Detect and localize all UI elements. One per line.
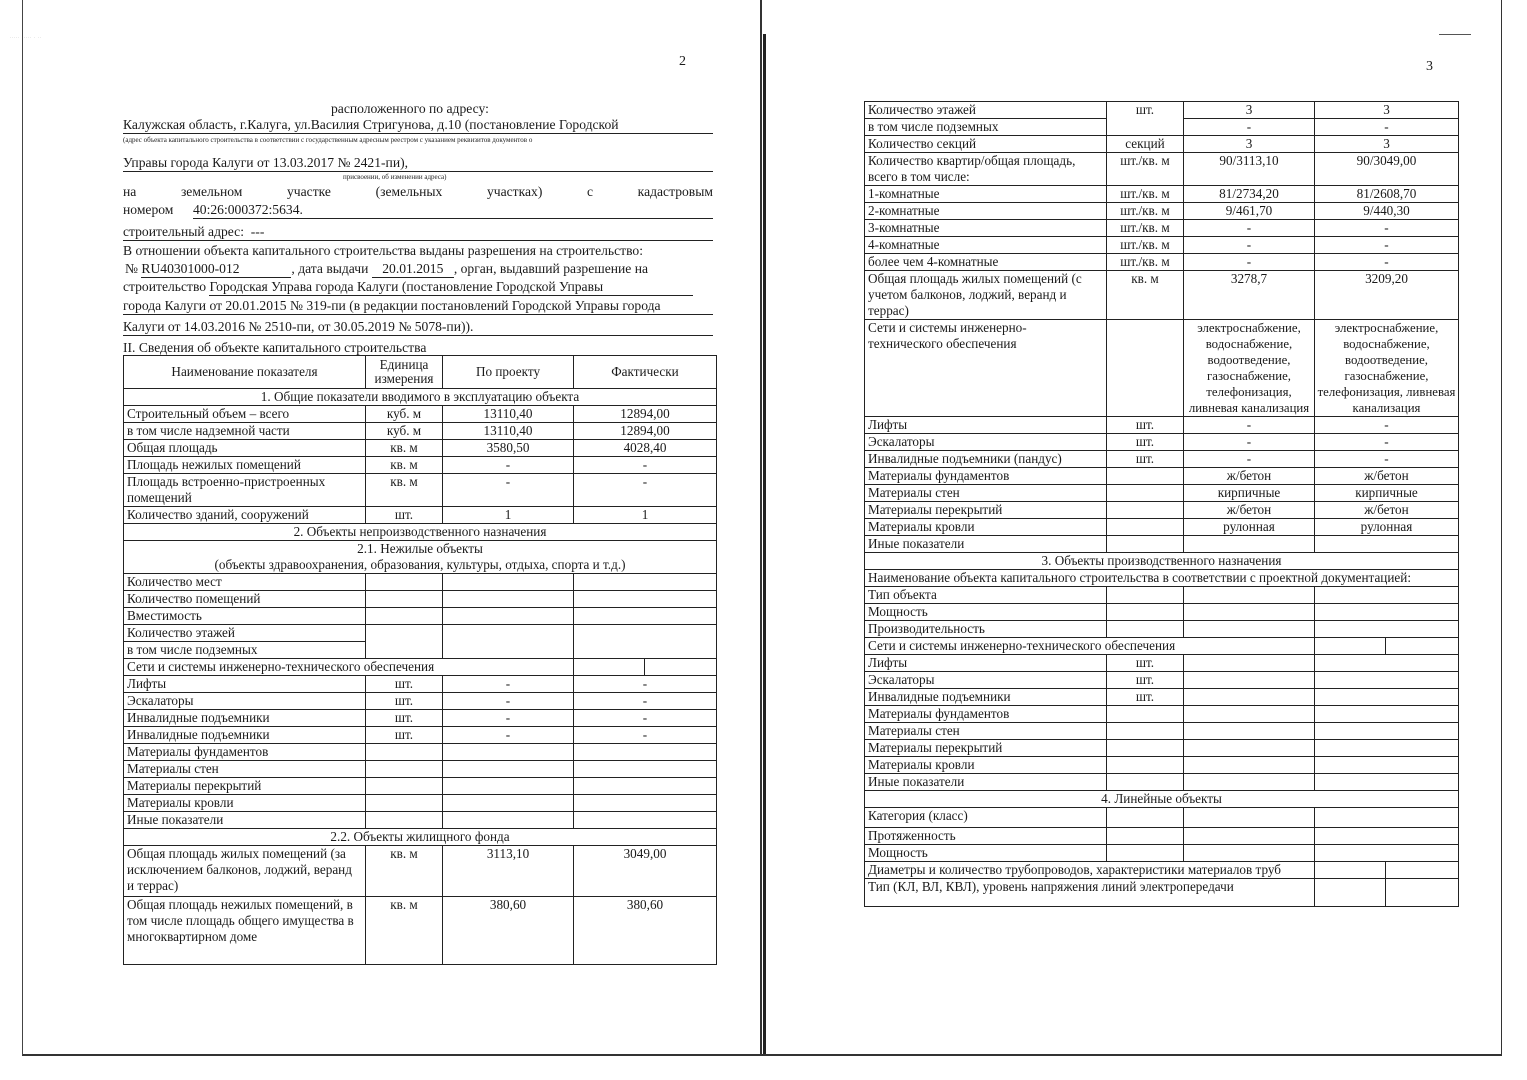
table-row: Материалы перекрытий — [865, 740, 1459, 757]
table-row: Количество помещений — [124, 591, 717, 608]
scan-mark — [1439, 34, 1471, 35]
table-row: Эскалаторы шт. - - — [865, 434, 1459, 451]
object-info-table-continued — [864, 101, 1459, 907]
table-row: Количество мест — [124, 574, 717, 591]
table-row: Тип объекта — [865, 587, 1459, 604]
table-header-row — [124, 356, 717, 389]
table-row: Тип (КЛ, ВЛ, КВЛ), уровень напряжения линий электропередачи — [865, 879, 1459, 907]
table-row: Площадь нежилых помещений кв. м - - — [124, 457, 717, 474]
table-row: Количество этажей шт. 3 3 — [865, 102, 1459, 119]
construction-address-line: строительный адрес: --- — [123, 224, 713, 241]
land-plot-line: на земельном участке (земельных участках) с кадастровым — [123, 184, 713, 199]
table-row: Строительный объем – всего куб. м 13110,40 12894,00 — [124, 406, 717, 423]
table-row: Материалы перекрытий — [124, 778, 717, 795]
table-row: Лифты шт. - - — [124, 676, 717, 693]
table-row: Иные показатели — [865, 536, 1459, 553]
table-row: Количество квартир/общая площадь, всего в том числе: шт./кв. м 90/3113,10 90/3049,00 — [865, 153, 1459, 186]
section-1-heading: 1. Общие показатели вводимого в эксплуатацию объекта — [124, 389, 717, 406]
header-unit: Единица измерения — [366, 356, 443, 389]
table-row: Материалы стен — [124, 761, 717, 778]
address-line-2: Управы города Калуги от 13.03.2017 № 2421-пи), — [123, 155, 713, 172]
header-actual: Фактически — [574, 356, 717, 389]
table-row: Эскалаторы шт. — [865, 672, 1459, 689]
cadastral-label: номером — [123, 202, 174, 217]
permit-date: 20.01.2015 — [372, 261, 454, 278]
table-row: более чем 4-комнатные шт./кв. м - - — [865, 254, 1459, 271]
table-row: Материалы перекрытий ж/бетон ж/бетон — [865, 502, 1459, 519]
table-row: Инвалидные подъемники шт. - - — [124, 727, 717, 744]
address-caption-2: присвоении, об изменении адреса) — [343, 173, 447, 181]
header-project: По проекту — [443, 356, 574, 389]
permit-number: RU40301000-012 — [141, 261, 291, 278]
table-row: в том числе надземной части куб. м 13110,40 12894,00 — [124, 423, 717, 440]
table-row: Количество зданий, сооружений шт. 1 1 — [124, 507, 717, 524]
table-row: Сети и системы инженерно-технического обеспечения — [865, 638, 1459, 655]
section-2-heading: 2. Объекты непроизводственного назначения — [124, 524, 717, 541]
section-title: II. Сведения об объекте капитального строительства — [123, 340, 427, 355]
table-row: Материалы стен — [865, 723, 1459, 740]
table-row: Вместимость — [124, 608, 717, 625]
table-row: Материалы фундаментов ж/бетон ж/бетон — [865, 468, 1459, 485]
table-row: Количество секций секций 3 3 — [865, 136, 1459, 153]
table-row: 4-комнатные шт./кв. м - - — [865, 237, 1459, 254]
table-row: Эскалаторы шт. - - — [124, 693, 717, 710]
table-row: Материалы фундаментов — [865, 706, 1459, 723]
address-line-1: Калужская область, г.Калуга, ул.Василия Стригунова, д.10 (постановление Городской — [123, 117, 713, 134]
permit-issuer-line-2: города Калуги от 20.01.2015 № 319-пи (в редакции постановлений Городской Управы города — [123, 298, 713, 315]
table-row: 3-комнатные шт./кв. м - - — [865, 220, 1459, 237]
table-row: Общая площадь жилых помещений (за исключением балконов, лоджий, веранд и террас) кв. м 3113,10 3049,00 — [124, 846, 717, 897]
table-row: Материалы кровли — [865, 757, 1459, 774]
table-row: в том числе подземных — [124, 642, 717, 659]
table-row: Мощность — [865, 604, 1459, 621]
table-row: Производительность — [865, 621, 1459, 638]
permit-line: № RU40301000-012 , дата выдачи 20.01.2015 , орган, выдавший разрешение на — [125, 261, 649, 276]
table-row: Сети и системы инженерно-технического обеспечения электроснабжение, водоснабжение, водоотведение, газоснабжение, телефонизация, ливневая канализация электроснабжение, водоснабжение, водоотведение, газоснабжение, телефонизация, ливневая канализация — [865, 320, 1459, 417]
permit-issuer-line-1: строительство Городская Управа города Калуги (постановление Городской Управы — [123, 279, 693, 296]
page-number: 2 — [679, 54, 686, 69]
permit-intro: В отношении объекта капитального строительства выданы разрешения на строительство: — [123, 243, 643, 258]
page-number: 3 — [1426, 59, 1433, 74]
table-row: Мощность — [865, 845, 1459, 862]
table-row: Инвалидные подъемники шт. - - — [124, 710, 717, 727]
section-3-heading: 3. Объекты производственного назначения — [865, 553, 1459, 570]
table-row: Иные показатели — [124, 812, 717, 829]
section-2-1-heading: 2.1. Нежилые объекты (объекты здравоохранения, образования, культуры, отдыха, спорта и т.д.) — [124, 541, 717, 574]
table-row: Категория (класс) — [865, 808, 1459, 828]
table-row: Диаметры и количество трубопроводов, характеристики материалов труб — [865, 862, 1459, 879]
section-2-2-heading: 2.2. Объекты жилищного фонда — [124, 829, 717, 846]
document-page-2 — [22, 0, 762, 1056]
table-row: Материалы фундаментов — [124, 744, 717, 761]
table-row: Общая площадь жилых помещений (с учетом балконов, лоджий, веранд и террас) кв. м 3278,7 3209,20 — [865, 271, 1459, 320]
table-row: Инвалидные подъемники шт. — [865, 689, 1459, 706]
table-row: Общая площадь кв. м 3580,50 4028,40 — [124, 440, 717, 457]
document-page-3 — [760, 0, 1502, 1056]
table-row: 2-комнатные шт./кв. м 9/461,70 9/440,30 — [865, 203, 1459, 220]
table-row: Протяженность — [865, 828, 1459, 845]
address-caption-1: (адрес объекта капитального строительства в соответствии с государственным адресным реестром с указанием реквизитов документов о — [123, 136, 533, 144]
table-row: Материалы кровли — [124, 795, 717, 812]
permit-issuer-line-3: Калуги от 14.03.2016 № 2510-пи, от 30.05.2019 № 5078-пи)). — [123, 319, 713, 336]
header-name: Наименование показателя — [124, 356, 366, 389]
table-row: Материалы кровли рулонная рулонная — [865, 519, 1459, 536]
table-row: Лифты шт. — [865, 655, 1459, 672]
table-row: Материалы стен кирпичные кирпичные — [865, 485, 1459, 502]
table-row: Площадь встроенно-пристроенных помещений кв. м - - — [124, 474, 717, 507]
table-row: Общая площадь нежилых помещений, в том числе площадь общего имущества в многоквартирном доме кв. м 380,60 380,60 — [124, 897, 717, 965]
located-label: расположенного по адресу: — [331, 101, 489, 116]
cadastral-number: 40:26:000372:5634. — [193, 202, 713, 219]
section-4-heading: 4. Линейные объекты — [865, 791, 1459, 808]
table-row: Лифты шт. - - — [865, 417, 1459, 434]
table-row: Сети и системы инженерно-технического обеспечения — [124, 659, 717, 676]
scan-artifact: ..... ..... . .. — [10, 34, 42, 39]
object-info-table — [123, 355, 717, 965]
table-row: 1-комнатные шт./кв. м 81/2734,20 81/2608,70 — [865, 186, 1459, 203]
table-row: в том числе подземных - - — [865, 119, 1459, 136]
table-row: Инвалидные подъемники (пандус) шт. - - — [865, 451, 1459, 468]
table-row: Количество этажей — [124, 625, 717, 642]
section-3-name-label: Наименование объекта капитального строительства в соответствии с проектной документацией: — [865, 570, 1459, 587]
table-row: Иные показатели — [865, 774, 1459, 791]
